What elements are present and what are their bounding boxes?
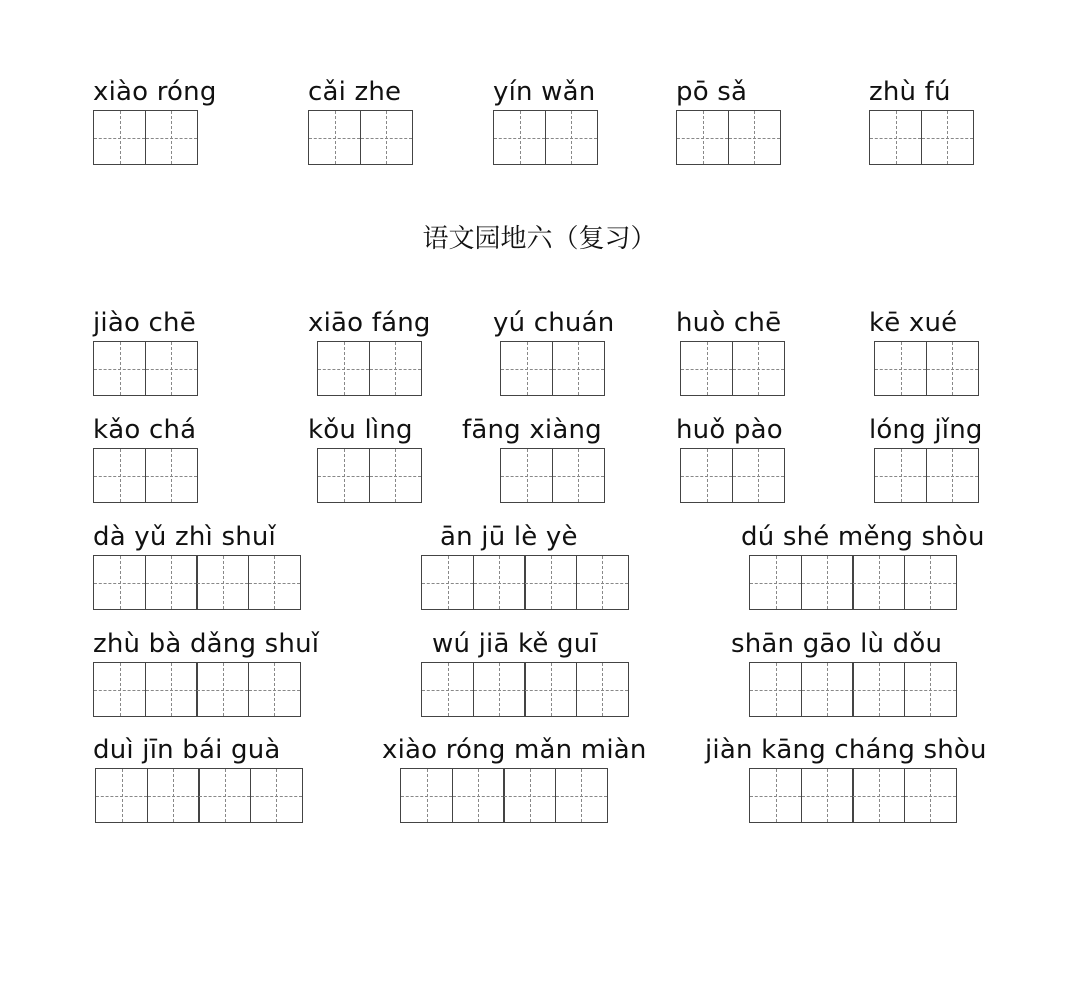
grid-cell[interactable] bbox=[145, 662, 198, 717]
pinyin-label: kǒu lìng bbox=[308, 415, 413, 445]
grid-cell[interactable] bbox=[904, 662, 957, 717]
pinyin-label: xiào róng mǎn miàn bbox=[382, 735, 647, 765]
grid-cell[interactable] bbox=[198, 768, 251, 823]
grid-cell[interactable] bbox=[524, 555, 577, 610]
grid-cell[interactable] bbox=[500, 341, 553, 396]
grid-cell[interactable] bbox=[680, 341, 733, 396]
pinyin-label: huò chē bbox=[676, 308, 782, 338]
writing-grid bbox=[317, 448, 420, 503]
grid-cell[interactable] bbox=[145, 110, 198, 165]
word-item bbox=[869, 307, 977, 396]
pinyin-label: lóng jǐng bbox=[869, 415, 983, 445]
word-item bbox=[308, 414, 420, 503]
pinyin-label: shān gāo lù dǒu bbox=[731, 629, 943, 659]
writing-grid bbox=[93, 555, 299, 610]
grid-cell[interactable] bbox=[852, 662, 905, 717]
grid-cell[interactable] bbox=[93, 662, 146, 717]
word-item bbox=[93, 628, 319, 717]
grid-cell[interactable] bbox=[93, 341, 146, 396]
grid-cell[interactable] bbox=[749, 768, 802, 823]
word-item bbox=[869, 414, 983, 503]
writing-grid bbox=[676, 110, 779, 165]
writing-grid bbox=[680, 341, 783, 396]
word-item bbox=[676, 414, 783, 503]
grid-cell[interactable] bbox=[369, 448, 422, 503]
pinyin-label: zhù fú bbox=[869, 77, 951, 107]
grid-cell[interactable] bbox=[545, 110, 598, 165]
grid-cell[interactable] bbox=[421, 662, 474, 717]
grid-cell[interactable] bbox=[369, 341, 422, 396]
word-item bbox=[93, 521, 299, 610]
word-item bbox=[731, 628, 955, 717]
writing-grid bbox=[95, 768, 301, 823]
grid-cell[interactable] bbox=[801, 662, 854, 717]
grid-cell[interactable] bbox=[852, 768, 905, 823]
grid-cell[interactable] bbox=[732, 341, 785, 396]
grid-cell[interactable] bbox=[360, 110, 413, 165]
pinyin-label: duì jīn bái guà bbox=[93, 735, 281, 765]
writing-grid bbox=[749, 555, 985, 610]
word-item bbox=[93, 414, 196, 503]
writing-grid bbox=[93, 110, 217, 165]
writing-grid bbox=[500, 341, 614, 396]
writing-grid bbox=[421, 662, 627, 717]
writing-grid bbox=[500, 448, 603, 503]
grid-cell[interactable] bbox=[493, 110, 546, 165]
writing-grid bbox=[749, 662, 955, 717]
grid-cell[interactable] bbox=[308, 110, 361, 165]
grid-cell[interactable] bbox=[147, 768, 200, 823]
grid-cell[interactable] bbox=[93, 555, 146, 610]
writing-grid bbox=[308, 110, 411, 165]
pinyin-label: kē xué bbox=[869, 308, 958, 338]
word-item bbox=[440, 521, 627, 610]
grid-cell[interactable] bbox=[676, 110, 729, 165]
page-title: 语文园地六（复习） bbox=[422, 224, 657, 254]
grid-cell[interactable] bbox=[576, 662, 629, 717]
grid-cell[interactable] bbox=[500, 448, 553, 503]
pinyin-label: dú shé měng shòu bbox=[741, 522, 985, 552]
grid-cell[interactable] bbox=[95, 768, 148, 823]
grid-cell[interactable] bbox=[248, 555, 301, 610]
grid-cell[interactable] bbox=[749, 662, 802, 717]
grid-cell[interactable] bbox=[196, 555, 249, 610]
grid-cell[interactable] bbox=[93, 110, 146, 165]
pinyin-label: huǒ pào bbox=[676, 415, 783, 445]
writing-grid bbox=[680, 448, 783, 503]
grid-cell[interactable] bbox=[874, 448, 927, 503]
pinyin-label: wú jiā kě guī bbox=[432, 629, 598, 659]
grid-cell[interactable] bbox=[473, 662, 526, 717]
grid-cell[interactable] bbox=[552, 448, 605, 503]
grid-cell[interactable] bbox=[317, 448, 370, 503]
grid-cell[interactable] bbox=[503, 768, 556, 823]
word-item bbox=[462, 414, 603, 503]
pinyin-label: cǎi zhe bbox=[308, 77, 402, 107]
grid-cell[interactable] bbox=[680, 448, 733, 503]
grid-cell[interactable] bbox=[145, 448, 198, 503]
writing-grid bbox=[869, 110, 972, 165]
grid-cell[interactable] bbox=[248, 662, 301, 717]
grid-cell[interactable] bbox=[852, 555, 905, 610]
writing-grid bbox=[874, 341, 977, 396]
grid-cell[interactable] bbox=[145, 555, 198, 610]
grid-cell[interactable] bbox=[250, 768, 303, 823]
writing-grid bbox=[493, 110, 596, 165]
grid-cell[interactable] bbox=[93, 448, 146, 503]
grid-cell[interactable] bbox=[921, 110, 974, 165]
word-item bbox=[432, 628, 627, 717]
writing-grid bbox=[749, 768, 987, 823]
pinyin-label: jiào chē bbox=[93, 308, 196, 338]
word-item bbox=[93, 76, 217, 165]
grid-cell[interactable] bbox=[904, 768, 957, 823]
pinyin-label: dà yǔ zhì shuǐ bbox=[93, 522, 276, 552]
writing-grid bbox=[317, 341, 431, 396]
grid-cell[interactable] bbox=[732, 448, 785, 503]
grid-cell[interactable] bbox=[926, 341, 979, 396]
word-item bbox=[741, 521, 985, 610]
word-item bbox=[308, 76, 411, 165]
pinyin-label: kǎo chá bbox=[93, 415, 197, 445]
grid-cell[interactable] bbox=[869, 110, 922, 165]
word-item bbox=[308, 307, 431, 396]
writing-grid bbox=[421, 555, 627, 610]
grid-cell[interactable] bbox=[801, 555, 854, 610]
grid-cell[interactable] bbox=[926, 448, 979, 503]
word-item bbox=[676, 307, 783, 396]
grid-cell[interactable] bbox=[524, 662, 577, 717]
grid-cell[interactable] bbox=[473, 555, 526, 610]
writing-grid bbox=[93, 662, 319, 717]
writing-grid bbox=[400, 768, 647, 823]
writing-grid bbox=[93, 341, 196, 396]
grid-cell[interactable] bbox=[452, 768, 505, 823]
pinyin-label: fāng xiàng bbox=[462, 415, 602, 445]
writing-grid bbox=[874, 448, 983, 503]
grid-cell[interactable] bbox=[576, 555, 629, 610]
grid-cell[interactable] bbox=[728, 110, 781, 165]
pinyin-label: zhù bà dǎng shuǐ bbox=[93, 629, 320, 659]
word-item bbox=[493, 76, 596, 165]
grid-cell[interactable] bbox=[904, 555, 957, 610]
word-item bbox=[705, 734, 987, 823]
pinyin-label: ān jū lè yè bbox=[440, 522, 578, 552]
pinyin-label: jiàn kāng cháng shòu bbox=[705, 735, 987, 765]
word-item bbox=[869, 76, 972, 165]
word-item bbox=[93, 734, 301, 823]
word-item bbox=[93, 307, 196, 396]
grid-cell[interactable] bbox=[196, 662, 249, 717]
word-item bbox=[382, 734, 647, 823]
grid-cell[interactable] bbox=[317, 341, 370, 396]
writing-grid bbox=[93, 448, 196, 503]
grid-cell[interactable] bbox=[555, 768, 608, 823]
pinyin-label: pō sǎ bbox=[676, 77, 748, 107]
grid-cell[interactable] bbox=[400, 768, 453, 823]
grid-cell[interactable] bbox=[749, 555, 802, 610]
word-item bbox=[676, 76, 779, 165]
word-item bbox=[493, 307, 614, 396]
pinyin-label: yín wǎn bbox=[493, 77, 596, 107]
pinyin-label: xiāo fáng bbox=[308, 308, 431, 338]
grid-cell[interactable] bbox=[801, 768, 854, 823]
grid-cell[interactable] bbox=[421, 555, 474, 610]
pinyin-label: xiào róng bbox=[93, 77, 217, 107]
pinyin-label: yú chuán bbox=[493, 308, 615, 338]
grid-cell[interactable] bbox=[552, 341, 605, 396]
grid-cell[interactable] bbox=[145, 341, 198, 396]
grid-cell[interactable] bbox=[874, 341, 927, 396]
